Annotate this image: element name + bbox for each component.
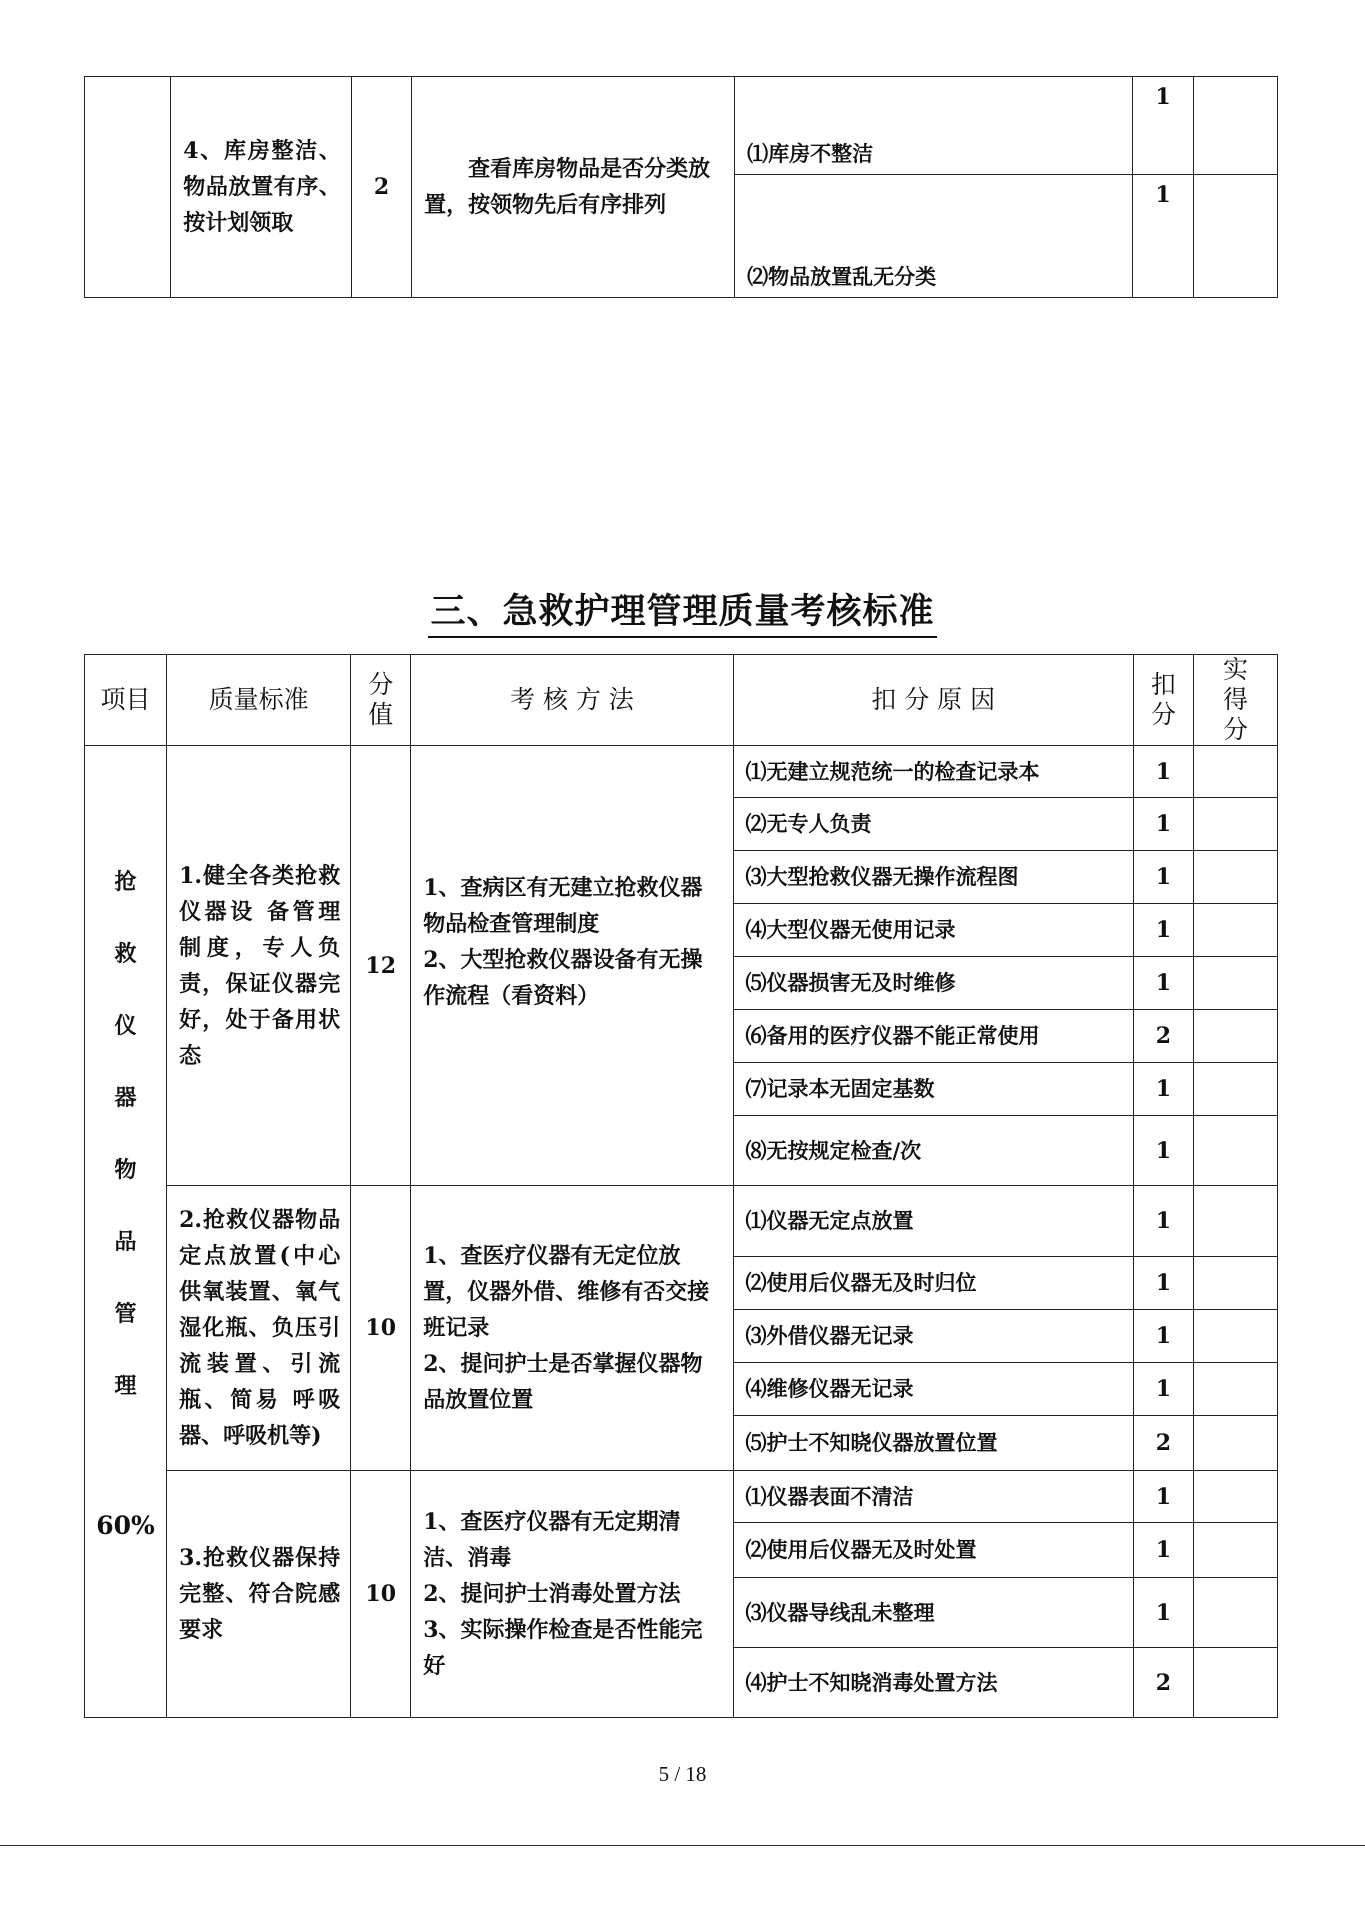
reason-cell: ⑻无按规定检查/次 xyxy=(733,1116,1133,1186)
reason-cell: ⑴仪器表面不清洁 xyxy=(733,1471,1133,1523)
score-cell: 12 xyxy=(351,746,411,1186)
deduct-cell: 1 xyxy=(1133,798,1193,851)
method-cell: 1、查医疗仪器有无定位放置，仪器外借、维修有否交接班记录 2、提问护士是否掌握仪器物品放置位置 xyxy=(411,1186,733,1471)
reason-cell: ⑶仪器导线乱未整理 xyxy=(733,1578,1133,1648)
deduct-cell: 2 xyxy=(1133,1648,1193,1718)
reason-cell: ⑸护士不知晓仪器放置位置 xyxy=(733,1416,1133,1471)
header-score: 分值 xyxy=(351,655,411,746)
continued-table xyxy=(84,76,1278,298)
actual-score-cell xyxy=(1193,1116,1277,1186)
section-title: 三、急救护理管理质量考核标准 xyxy=(0,584,1365,634)
deduct-cell: 1 xyxy=(1133,1063,1193,1116)
actual-score-cell xyxy=(1193,1363,1277,1416)
project-weight: 60% xyxy=(96,1511,155,1540)
deduct-cell: 1 xyxy=(1133,851,1193,904)
deduct-cell: 1 xyxy=(1133,746,1193,798)
deduct-cell: 1 xyxy=(1133,1523,1193,1578)
actual-score-cell xyxy=(1193,957,1277,1010)
reason-cell: ⑵物品放置乱无分类 xyxy=(735,175,1133,298)
reason-cell: ⑹备用的医疗仪器不能正常使用 xyxy=(733,1010,1133,1063)
project-cell-empty xyxy=(85,77,171,298)
deduct-cell: 1 xyxy=(1133,1186,1193,1257)
reason-cell: ⑷大型仪器无使用记录 xyxy=(733,904,1133,957)
standard-cell: 3.抢救仪器保持完整、符合院感要求 xyxy=(167,1471,351,1718)
page-number: 5 / 18 xyxy=(658,1762,707,1786)
deduct-cell: 1 xyxy=(1133,1257,1193,1310)
reason-cell: ⑵使用后仪器无及时归位 xyxy=(733,1257,1133,1310)
deduct-cell: 1 xyxy=(1133,77,1193,175)
reason-cell: ⑶外借仪器无记录 xyxy=(733,1310,1133,1363)
actual-score-cell xyxy=(1193,1063,1277,1116)
actual-score-cell xyxy=(1193,1010,1277,1063)
deduct-cell: 1 xyxy=(1133,1578,1193,1648)
deduct-cell: 2 xyxy=(1133,1416,1193,1471)
actual-score-cell xyxy=(1193,175,1277,298)
deduct-cell: 1 xyxy=(1133,904,1193,957)
score-cell: 10 xyxy=(351,1471,411,1718)
method-cell: 查看库房物品是否分类放置，按领物先后有序排列 xyxy=(412,77,735,298)
score-cell: 2 xyxy=(351,77,411,298)
standard-cell: 4、库房整洁、物品放置有序、按计划领取 xyxy=(171,77,352,298)
deduct-cell: 1 xyxy=(1133,957,1193,1010)
reason-cell: ⑴库房不整洁 xyxy=(735,77,1133,175)
deduct-cell: 1 xyxy=(1133,1116,1193,1186)
actual-score-cell xyxy=(1193,1310,1277,1363)
deduct-cell: 1 xyxy=(1133,1471,1193,1523)
standard-cell: 1.健全各类抢救仪器设 备管理制度，专人负责，保证仪器完好，处于备用状态 xyxy=(167,746,351,1186)
header-item: 项目 xyxy=(85,655,167,746)
reason-cell: ⑵使用后仪器无及时处置 xyxy=(733,1523,1133,1578)
actual-score-cell xyxy=(1193,1416,1277,1471)
reason-cell: ⑵无专人负责 xyxy=(733,798,1133,851)
score-cell: 10 xyxy=(351,1186,411,1471)
actual-score-cell xyxy=(1193,1523,1277,1578)
deduct-cell: 1 xyxy=(1133,1363,1193,1416)
reason-cell: ⑷护士不知晓消毒处置方法 xyxy=(733,1648,1133,1718)
actual-score-cell xyxy=(1193,1186,1277,1257)
header-reason: 扣 分 原 因 xyxy=(733,655,1133,746)
header-method: 考 核 方 法 xyxy=(411,655,733,746)
reason-cell: ⑸仪器损害无及时维修 xyxy=(733,957,1133,1010)
method-cell: 1、查病区有无建立抢救仪器物品检查管理制度 2、大型抢救仪器设备有无操作流程（看资料） xyxy=(411,746,733,1186)
actual-score-cell xyxy=(1193,1578,1277,1648)
standard-cell: 2.抢救仪器物品定点放置(中心供氧装置、氧气湿化瓶、负压引流装置、引流瓶、简易 呼吸器、呼吸机等) xyxy=(167,1186,351,1471)
actual-score-cell xyxy=(1193,1471,1277,1523)
quality-standard-table xyxy=(84,654,1278,1718)
header-standard: 质量标准 xyxy=(167,655,351,746)
reason-cell: ⑶大型抢救仪器无操作流程图 xyxy=(733,851,1133,904)
footer-divider xyxy=(0,1845,1365,1846)
reason-cell: ⑺记录本无固定基数 xyxy=(733,1063,1133,1116)
project-cell xyxy=(85,746,167,1718)
reason-cell: ⑴无建立规范统一的检查记录本 xyxy=(733,746,1133,798)
reason-cell: ⑴仪器无定点放置 xyxy=(733,1186,1133,1257)
actual-score-cell xyxy=(1193,1257,1277,1310)
actual-score-cell xyxy=(1193,851,1277,904)
actual-score-cell xyxy=(1193,1648,1277,1718)
reason-cell: ⑷维修仪器无记录 xyxy=(733,1363,1133,1416)
project-name: 抢救仪器物品管理 xyxy=(114,869,137,1399)
actual-score-cell xyxy=(1193,746,1277,798)
actual-score-cell xyxy=(1193,77,1277,175)
actual-score-cell xyxy=(1193,798,1277,851)
method-cell: 1、查医疗仪器有无定期清洁、消毒 2、提问护士消毒处置方法 3、实际操作检查是否性能完好 xyxy=(411,1471,733,1718)
table-header-row xyxy=(85,655,1278,746)
deduct-cell: 2 xyxy=(1133,1010,1193,1063)
deduct-cell: 1 xyxy=(1133,175,1193,298)
header-deduct: 扣分 xyxy=(1133,655,1193,746)
header-actual: 实得分 xyxy=(1193,655,1277,746)
deduct-cell: 1 xyxy=(1133,1310,1193,1363)
actual-score-cell xyxy=(1193,904,1277,957)
